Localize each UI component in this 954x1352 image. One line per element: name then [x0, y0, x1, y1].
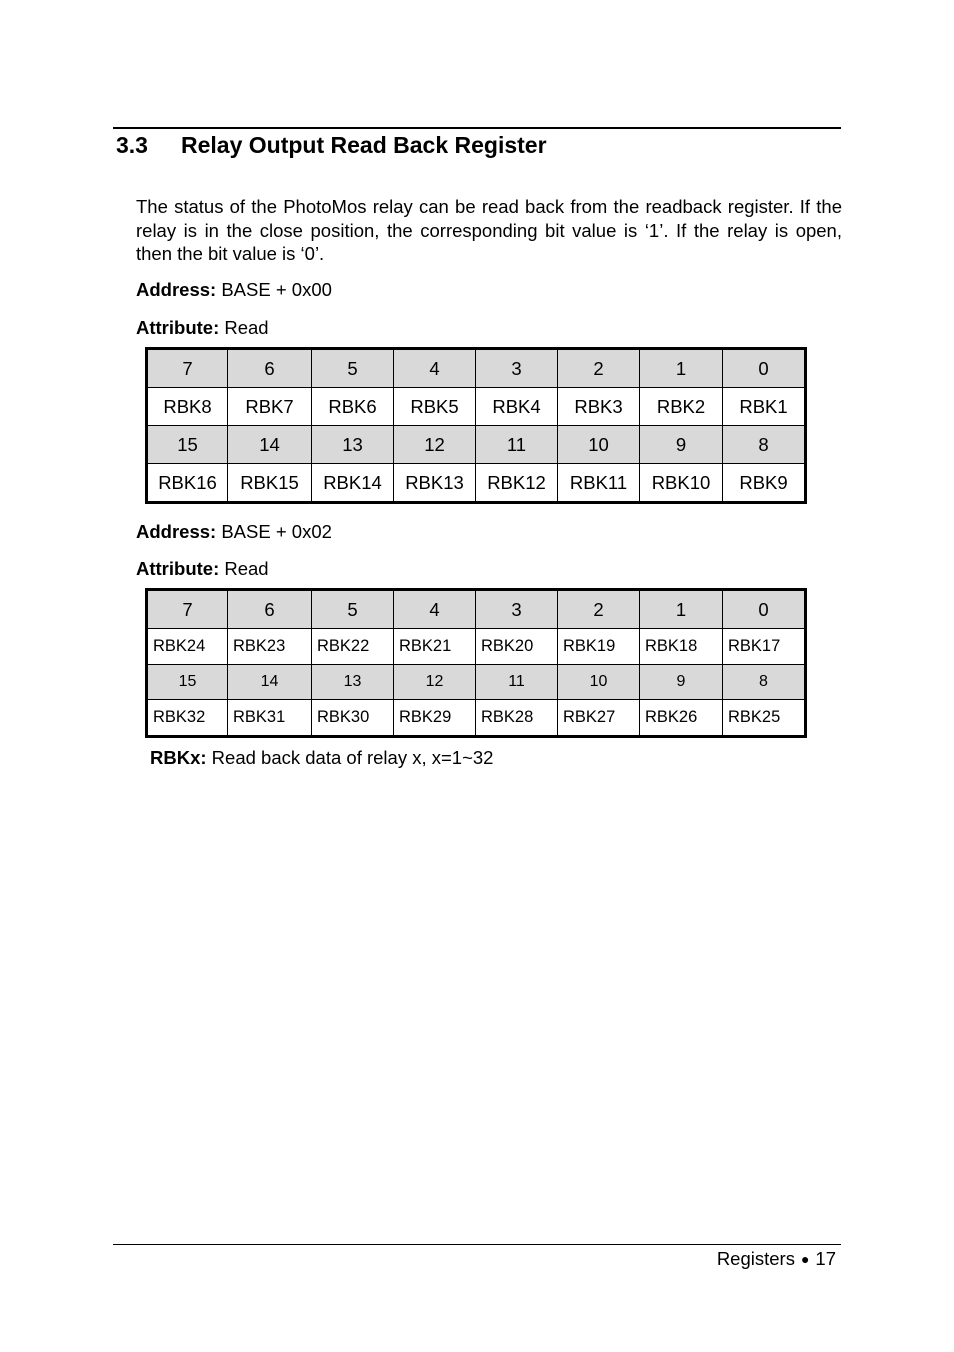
bit-number-cell: 0	[723, 349, 806, 388]
bit-number-cell: 14	[228, 426, 312, 464]
bit-name-cell: RBK21	[394, 629, 476, 665]
bit-number-cell: 2	[558, 349, 640, 388]
bit-name-cell: RBK13	[394, 464, 476, 503]
bit-name-cell: RBK7	[228, 388, 312, 426]
bit-name-cell: RBK27	[558, 700, 640, 737]
top-rule	[113, 127, 841, 129]
bit-number-cell: 13	[312, 665, 394, 700]
bit-name-cell: RBK25	[723, 700, 806, 737]
section-number: 3.3	[116, 132, 148, 158]
bit-number-cell: 10	[558, 665, 640, 700]
bit-name-cell: RBK4	[476, 388, 558, 426]
bit-name-row	[147, 629, 806, 665]
bit-name-row	[147, 700, 806, 737]
bit-number-cell: 1	[640, 349, 723, 388]
bit-name-cell: RBK24	[147, 629, 228, 665]
bit-name-cell: RBK8	[147, 388, 228, 426]
footer-chapter: Registers	[716, 1248, 795, 1269]
reg2-attribute: Attribute: Read	[136, 558, 269, 579]
bit-number-cell: 11	[476, 426, 558, 464]
bit-number-cell: 10	[558, 426, 640, 464]
bit-number-cell: 0	[723, 590, 806, 629]
bit-name-cell: RBK3	[558, 388, 640, 426]
bit-number-cell: 7	[147, 349, 228, 388]
bit-number-cell: 8	[723, 426, 806, 464]
bit-number-cell: 15	[147, 426, 228, 464]
bit-name-cell: RBK22	[312, 629, 394, 665]
register-table-0x02	[145, 588, 807, 738]
footer-rule	[113, 1244, 841, 1245]
bit-number-cell: 3	[476, 590, 558, 629]
reg2-address: Address: BASE + 0x02	[136, 521, 332, 542]
reg1-attribute: Attribute: Read	[136, 317, 269, 338]
bit-number-cell: 5	[312, 349, 394, 388]
page-footer	[717, 1248, 836, 1270]
section-title: Relay Output Read Back Register	[181, 132, 547, 158]
bit-name-cell: RBK32	[147, 700, 228, 737]
bit-number-cell: 4	[394, 349, 476, 388]
bit-name-cell: RBK2	[640, 388, 723, 426]
bit-name-cell: RBK12	[476, 464, 558, 503]
bit-name-cell: RBK18	[640, 629, 723, 665]
bit-number-cell: 12	[394, 426, 476, 464]
bit-number-row	[147, 426, 806, 464]
bit-name-row	[147, 464, 806, 503]
bit-number-cell: 14	[228, 665, 312, 700]
bit-name-cell: RBK30	[312, 700, 394, 737]
bit-number-cell: 2	[558, 590, 640, 629]
bit-number-cell: 13	[312, 426, 394, 464]
bit-number-cell: 12	[394, 665, 476, 700]
bit-name-row	[147, 388, 806, 426]
bit-number-cell: 9	[640, 665, 723, 700]
bit-name-cell: RBK15	[228, 464, 312, 503]
bit-name-cell: RBK9	[723, 464, 806, 503]
bit-name-cell: RBK31	[228, 700, 312, 737]
bit-name-cell: RBK26	[640, 700, 723, 737]
bit-name-cell: RBK10	[640, 464, 723, 503]
bit-name-cell: RBK20	[476, 629, 558, 665]
bit-name-cell: RBK29	[394, 700, 476, 737]
bit-name-cell: RBK16	[147, 464, 228, 503]
bit-number-cell: 6	[228, 349, 312, 388]
section-heading	[116, 132, 547, 159]
bit-name-cell: RBK11	[558, 464, 640, 503]
reg1-address: Address: BASE + 0x00	[136, 279, 332, 300]
bit-name-cell: RBK19	[558, 629, 640, 665]
register-table-0x00	[145, 347, 807, 504]
bit-name-cell: RBK14	[312, 464, 394, 503]
bit-number-cell: 1	[640, 590, 723, 629]
bit-number-cell: 15	[147, 665, 228, 700]
bit-name-cell: RBK1	[723, 388, 806, 426]
bit-number-cell: 3	[476, 349, 558, 388]
bit-number-cell: 4	[394, 590, 476, 629]
bit-number-cell: 8	[723, 665, 806, 700]
bullet-icon: ●	[800, 1251, 810, 1267]
bit-name-cell: RBK28	[476, 700, 558, 737]
bit-number-row	[147, 349, 806, 388]
bit-name-cell: RBK5	[394, 388, 476, 426]
rbkx-note: RBKx: Read back data of relay x, x=1~32	[150, 747, 494, 768]
bit-number-cell: 6	[228, 590, 312, 629]
intro-paragraph: The status of the PhotoMos relay can be read back from the readback register. If the relay is in the close position, the corresponding bit value is ‘1’. If the relay is open, then the bit value is ‘0’.	[136, 196, 842, 264]
bit-number-cell: 7	[147, 590, 228, 629]
bit-number-cell: 11	[476, 665, 558, 700]
bit-number-cell: 9	[640, 426, 723, 464]
bit-name-cell: RBK6	[312, 388, 394, 426]
bit-number-row	[147, 665, 806, 700]
bit-number-row	[147, 590, 806, 629]
bit-name-cell: RBK17	[723, 629, 806, 665]
bit-number-cell: 5	[312, 590, 394, 629]
page-number: 17	[815, 1248, 836, 1269]
bit-name-cell: RBK23	[228, 629, 312, 665]
